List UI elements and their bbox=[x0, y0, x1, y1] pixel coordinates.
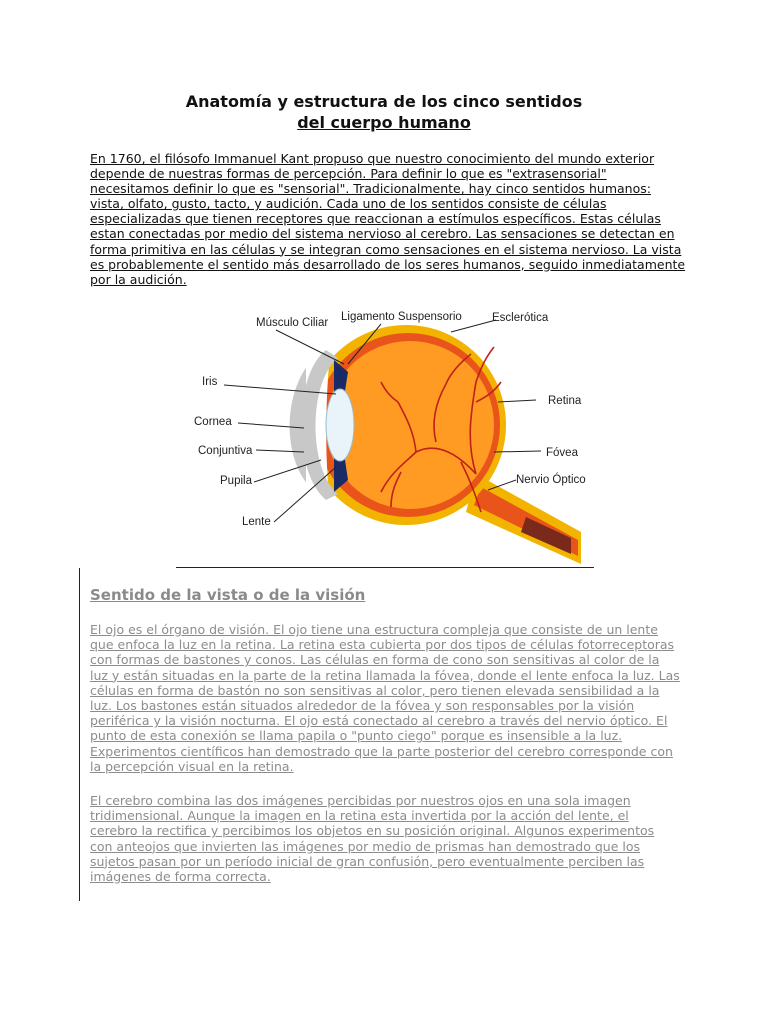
intro-paragraph[interactable]: En 1760, el filósofo Immanuel Kant propuso que nuestro conocimiento del mundo exterior depende de nuestras formas de percepción. Para definir lo que es "extrasensorial" necesitamos definir lo que es "sensorial". Tradicionalmente, hay cinco sentidos humanos: vista, olfato, gusto, tacto, y audición. Cada uno de los sentidos consiste de células especializadas que tienen receptores que reaccionan a estímulos específicos. Estas células estan conectadas por medio del sistema nervioso al cerebro. Las sensaciones se detectan en forma primitiva en las células y se integran como sensaciones en el sistema nervioso. La vista es probablemente el sentido más desarrollado de los seres humanos, seguido inmediatamente por la audición. bbox=[90, 151, 686, 287]
lens-shape bbox=[326, 389, 354, 461]
paragraph-vista-1[interactable]: El ojo es el órgano de visión. El ojo tiene una estructura compleja que consiste de un lente que enfoca la luz en la retina. La retina esta cubierta por dos tipos de células fotorreceptoras con formas de bastones y conos. Las células en forma de cono son sensitivas al color de la luz y están situadas en la parte de la retina llamada la fóvea, donde el lente enfoca la luz. Las células en forma de bastón no son sensitivas al color, pero tienen elevada sensibilidad a la luz. Los bastones están situados alrededor de la fóvea y son responsables por la visión periférica y la visión nocturna. El ojo está conectado al cerebro a través del nervio óptico. El punto de esta conexión se llama papila o "punto ciego" porque es insensible a la luz. Experimentos científicos han demostrado que la parte posterior del cerebro corresponde con la percepción visual en la retina. bbox=[90, 622, 680, 774]
label-retina: Retina bbox=[548, 395, 582, 407]
eye-diagram bbox=[176, 302, 594, 564]
document-subtitle: del cuerpo humano bbox=[297, 113, 471, 132]
section-title-vista[interactable]: Sentido de la vista o de la visión bbox=[90, 586, 366, 604]
label-musculo-ciliar: Músculo Ciliar bbox=[256, 317, 329, 329]
label-cornea: Cornea bbox=[194, 416, 232, 428]
label-nervio-optico: Nervio Óptico bbox=[516, 474, 586, 486]
label-conjuntiva: Conjuntiva bbox=[198, 445, 253, 457]
document-title: Anatomía y estructura de los cinco sentidos bbox=[185, 92, 583, 111]
label-ligamento: Ligamento Suspensorio bbox=[341, 311, 462, 323]
paragraph-vista-2[interactable]: El cerebro combina las dos imágenes percibidas por nuestros ojos en una sola imagen tridimensional. Aunque la imagen en la retina esta invertida por la acción del lente, el cerebro la rectifica y percibimos los objetos en su posición original. Algunos experimentos con anteojos que invierten las imágenes por medio de prismas han demostrado que los sujetos pasan por un período inicial de gran confusión, pero eventualmente perciben las imágenes de forma correcta. bbox=[90, 793, 655, 885]
label-pupila: Pupila bbox=[220, 475, 252, 487]
section-left-border bbox=[79, 568, 80, 901]
divider-line bbox=[176, 567, 594, 568]
eye-diagram-svg bbox=[176, 302, 594, 564]
label-fovea: Fóvea bbox=[546, 447, 578, 459]
label-esclerotica: Esclerótica bbox=[492, 312, 549, 324]
label-iris: Iris bbox=[202, 376, 218, 388]
label-lente: Lente bbox=[242, 516, 271, 528]
